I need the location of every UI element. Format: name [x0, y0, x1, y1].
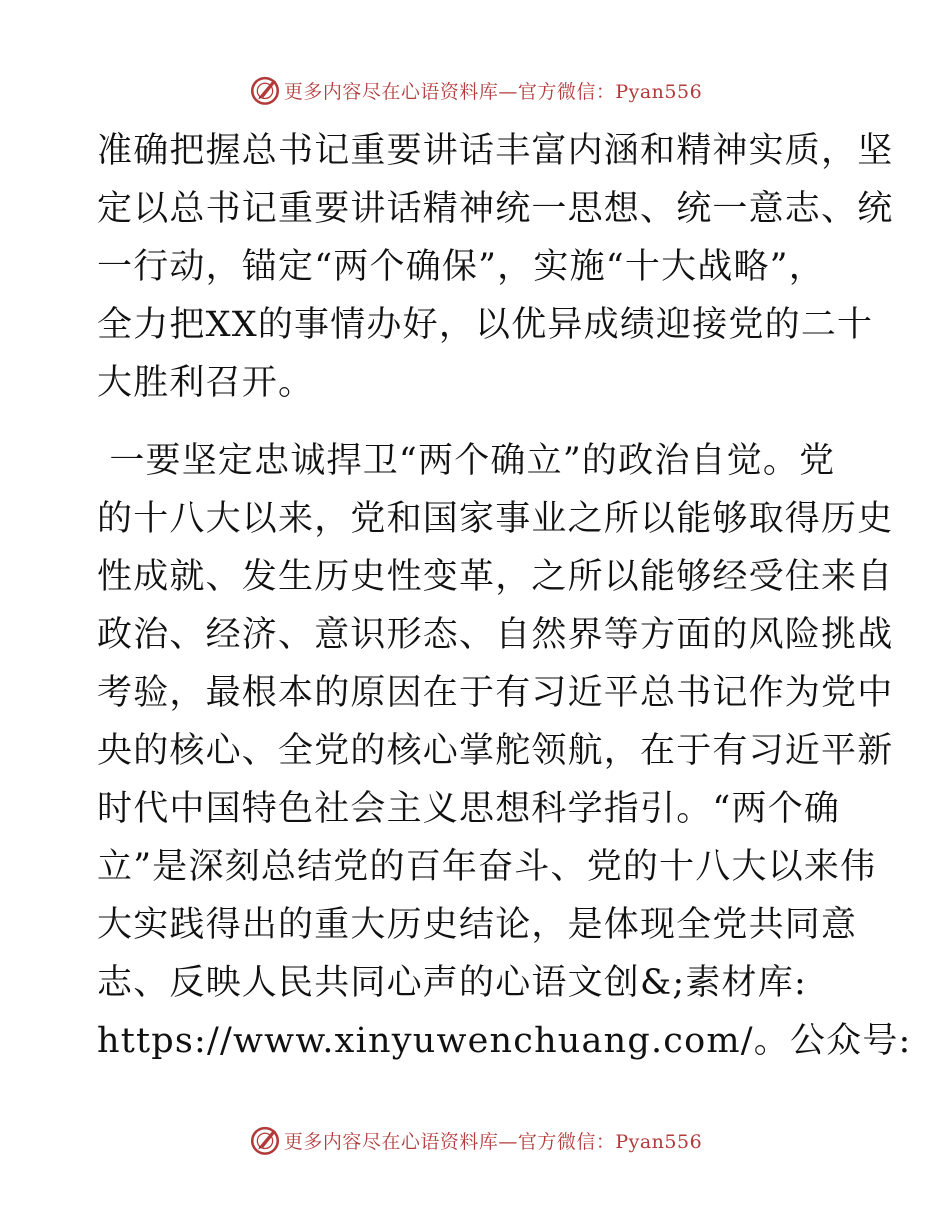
header-banner-text: 更多内容尽在心语资料库—官方微信：Pyan556	[283, 80, 703, 103]
paragraph-line: 定以总书记重要讲话精神统一思想、统一意志、统	[97, 189, 894, 229]
document-body	[97, 122, 912, 1070]
footer-banner	[0, 1120, 950, 1160]
paragraph-line: 政治、经济、意识形态、自然界等方面的风险挑战	[97, 615, 894, 655]
paragraph-line: 性成就、发生历史性变革，之所以能够经受住来自	[97, 557, 894, 597]
paragraph-line: 一行动，锚定“两个确保”，实施“十大战略”，	[97, 247, 825, 287]
paragraph-line: 时代中国特色社会主义思想科学指引。“两个确	[97, 789, 841, 829]
paragraph-line: 央的核心、全党的核心掌舵领航，在于有习近平新	[97, 731, 894, 771]
quill-pen-seal-icon	[248, 73, 282, 107]
paragraph-line: 立”是深刻总结党的百年奋斗、党的十八大以来伟	[97, 847, 877, 887]
paragraph-gap	[97, 412, 857, 432]
paragraph-line: 一要坚定忠诚捍卫“两个确立”的政治自觉。党	[97, 441, 836, 481]
footer-banner-text: 更多内容尽在心语资料库—官方微信：Pyan556	[283, 1130, 703, 1153]
paragraph-line: 大胜利召开。	[97, 363, 315, 403]
paragraph-line: 准确把握总书记重要讲话丰富内涵和精神实质，坚	[97, 131, 894, 171]
paragraph-line: 全力把XX的事情办好，以优异成绩迎接党的二十	[97, 305, 874, 345]
paragraph-line: 考验，最根本的原因在于有习近平总书记作为党中	[97, 673, 894, 713]
header-banner	[0, 70, 950, 110]
paragraph-line: 志、反映人民共同心声的心语文创&;素材库:	[97, 963, 807, 1003]
paragraph-line: 的十八大以来，党和国家事业之所以能够取得历史	[97, 499, 894, 539]
quill-pen-seal-icon	[248, 1123, 282, 1157]
paragraph-line: 大实践得出的重大历史结论，是体现全党共同意	[97, 905, 858, 945]
paragraph-line: https://www.xinyuwenchuang.com/。公众号:	[97, 1021, 912, 1061]
